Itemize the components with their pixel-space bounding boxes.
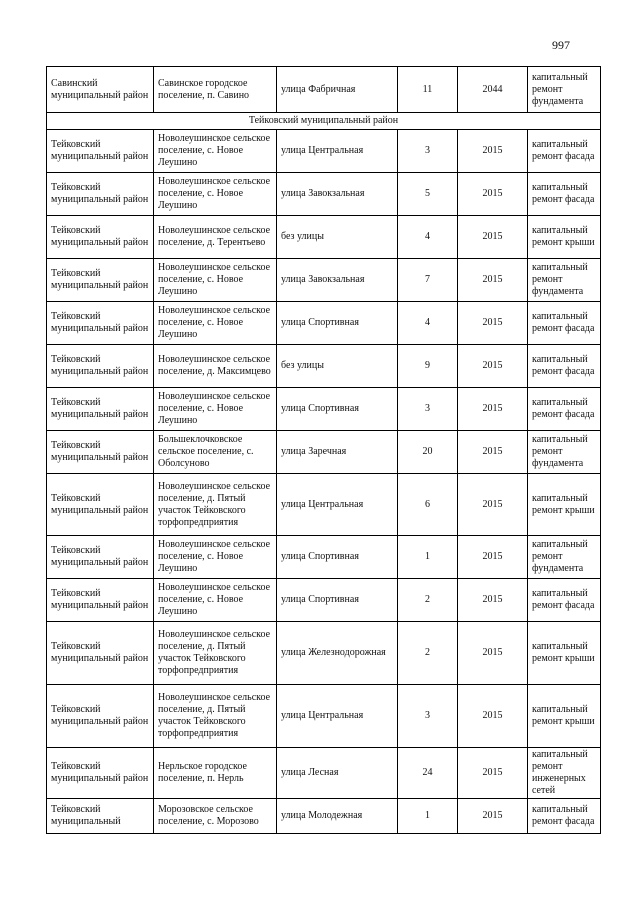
page-number: 997 [552,38,570,52]
district-cell: Тейковский муниципальный район [47,685,154,748]
year-cell: 2015 [458,216,528,259]
street-cell: улица Железнодорожная [277,622,398,685]
work-type-cell: капитальный ремонт фасада [528,579,601,622]
year-cell: 2015 [458,259,528,302]
work-type-cell: капитальный ремонт крыши [528,216,601,259]
table-row [47,685,601,748]
street-cell: улица Спортивная [277,388,398,431]
district-cell: Тейковский муниципальный район [47,579,154,622]
year-cell: 2015 [458,622,528,685]
house-number-cell: 11 [398,67,458,113]
street-cell: улица Спортивная [277,579,398,622]
settlement-cell: Новолеушинское сельское поселение, с. Новое Леушино [154,302,277,345]
house-number-cell: 5 [398,173,458,216]
street-cell: улица Завокзальная [277,173,398,216]
street-cell: улица Центральная [277,474,398,536]
year-cell: 2015 [458,685,528,748]
house-number-cell: 20 [398,431,458,474]
table-row [47,259,601,302]
year-cell: 2015 [458,799,528,834]
house-number-cell: 9 [398,345,458,388]
district-cell: Тейковский муниципальный район [47,173,154,216]
house-number-cell: 3 [398,685,458,748]
district-cell: Тейковский муниципальный район [47,748,154,799]
district-cell: Тейковский муниципальный район [47,431,154,474]
house-number-cell: 2 [398,579,458,622]
house-number-cell: 3 [398,388,458,431]
district-cell: Тейковский муниципальный район [47,130,154,173]
year-cell: 2015 [458,173,528,216]
settlement-cell: Нерльское городское поселение, п. Нерль [154,748,277,799]
district-cell: Савинский муниципальный район [47,67,154,113]
house-number-cell: 3 [398,130,458,173]
district-cell: Тейковский муниципальный район [47,259,154,302]
year-cell: 2015 [458,474,528,536]
work-type-cell: капитальный ремонт инженерных сетей [528,748,601,799]
table-row [47,748,601,799]
work-type-cell: капитальный ремонт фасада [528,388,601,431]
year-cell: 2015 [458,388,528,431]
street-cell: улица Центральная [277,130,398,173]
street-cell: улица Лесная [277,748,398,799]
district-cell: Тейковский муниципальный [47,799,154,834]
table-row [47,579,601,622]
street-cell: улица Фабричная [277,67,398,113]
street-cell: улица Центральная [277,685,398,748]
house-number-cell: 24 [398,748,458,799]
settlement-cell: Новолеушинское сельское поселение, д. Пятый участок Тейковского торфопредприятия [154,685,277,748]
table-row [47,173,601,216]
table-row [47,799,601,834]
work-type-cell: капитальный ремонт фундамента [528,67,601,113]
district-cell: Тейковский муниципальный район [47,302,154,345]
work-type-cell: капитальный ремонт фасада [528,302,601,345]
settlement-cell: Новолеушинское сельское поселение, с. Новое Леушино [154,130,277,173]
district-cell: Тейковский муниципальный район [47,345,154,388]
year-cell: 2015 [458,748,528,799]
year-cell: 2015 [458,431,528,474]
work-type-cell: капитальный ремонт фундамента [528,431,601,474]
district-cell: Тейковский муниципальный район [47,474,154,536]
house-number-cell: 7 [398,259,458,302]
work-type-cell: капитальный ремонт фасада [528,799,601,834]
work-type-cell: капитальный ремонт фундамента [528,259,601,302]
year-cell: 2015 [458,302,528,345]
work-type-cell: капитальный ремонт фундамента [528,536,601,579]
street-cell: улица Завокзальная [277,259,398,302]
settlement-cell: Савинское городское поселение, п. Савино [154,67,277,113]
settlement-cell: Новолеушинское сельское поселение, д. Пятый участок Тейковского торфопредприятия [154,622,277,685]
settlement-cell: Большеклочковское сельское поселение, с. Оболсуново [154,431,277,474]
table-row [47,474,601,536]
table-row [47,130,601,173]
table-row [47,622,601,685]
house-number-cell: 4 [398,216,458,259]
settlement-cell: Новолеушинское сельское поселение, д. Максимцево [154,345,277,388]
settlement-cell: Новолеушинское сельское поселение, с. Новое Леушино [154,173,277,216]
year-cell: 2015 [458,536,528,579]
settlement-cell: Новолеушинское сельское поселение, д. Терентьево [154,216,277,259]
table-row [47,302,601,345]
street-cell: улица Заречная [277,431,398,474]
work-type-cell: капитальный ремонт фасада [528,173,601,216]
year-cell: 2044 [458,67,528,113]
work-type-cell: капитальный ремонт крыши [528,685,601,748]
street-cell: улица Спортивная [277,302,398,345]
house-number-cell: 1 [398,799,458,834]
house-number-cell: 6 [398,474,458,536]
table-row [47,216,601,259]
street-cell: улица Молодежная [277,799,398,834]
table-row [47,388,601,431]
section-title: Тейковский муниципальный район [47,113,601,130]
street-cell: улица Спортивная [277,536,398,579]
district-cell: Тейковский муниципальный район [47,622,154,685]
district-cell: Тейковский муниципальный район [47,536,154,579]
table-row [47,536,601,579]
table-row [47,345,601,388]
street-cell: без улицы [277,345,398,388]
district-cell: Тейковский муниципальный район [47,388,154,431]
year-cell: 2015 [458,130,528,173]
settlement-cell: Новолеушинское сельское поселение, д. Пятый участок Тейковского торфопредприятия [154,474,277,536]
work-type-cell: капитальный ремонт крыши [528,474,601,536]
table-row [47,67,601,113]
settlement-cell: Морозовское сельское поселение, с. Морозово [154,799,277,834]
table-row [47,431,601,474]
settlement-cell: Новолеушинское сельское поселение, с. Новое Леушино [154,259,277,302]
work-type-cell: капитальный ремонт фасада [528,345,601,388]
settlement-cell: Новолеушинское сельское поселение, с. Новое Леушино [154,536,277,579]
street-cell: без улицы [277,216,398,259]
settlement-cell: Новолеушинское сельское поселение, с. Новое Леушино [154,388,277,431]
house-number-cell: 4 [398,302,458,345]
repair-schedule-table [46,66,601,834]
year-cell: 2015 [458,579,528,622]
section-header-row [47,113,601,130]
house-number-cell: 2 [398,622,458,685]
settlement-cell: Новолеушинское сельское поселение, с. Новое Леушино [154,579,277,622]
year-cell: 2015 [458,345,528,388]
house-number-cell: 1 [398,536,458,579]
work-type-cell: капитальный ремонт крыши [528,622,601,685]
work-type-cell: капитальный ремонт фасада [528,130,601,173]
district-cell: Тейковский муниципальный район [47,216,154,259]
